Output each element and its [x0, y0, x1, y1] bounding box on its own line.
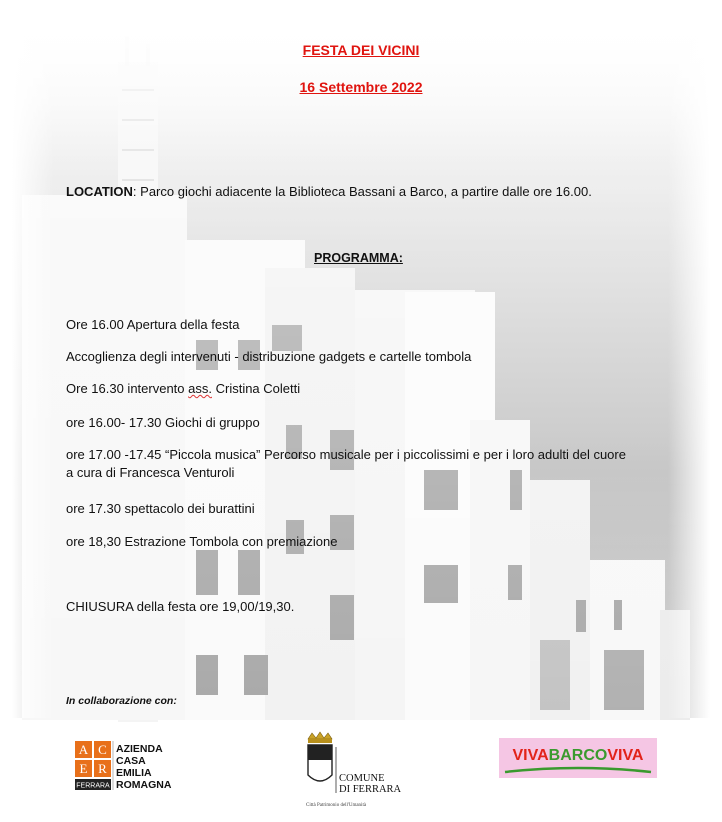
event-date: 16 Settembre 2022 — [299, 79, 423, 95]
programma-item — [66, 380, 666, 398]
acer-letter: R — [98, 761, 107, 776]
acer-line: AZIENDA — [116, 743, 163, 755]
programma-item: Accoglienza degli intervenuti - distribuzione gadgets e cartelle tombola — [66, 349, 472, 364]
programma-item-line: ore 17.00 -17.45 “Piccola musica” Percorso musicale per i piccolissimi e per i loro adulti del cuore — [66, 447, 626, 462]
spellcheck-word: ass. — [188, 381, 212, 396]
collaboration-label: In collaborazione con: — [66, 695, 177, 707]
acer-city: FERRARA — [76, 782, 110, 790]
viva-part: BARCO — [548, 747, 608, 764]
location-text: : Parco giochi adiacente la Biblioteca Bassani a Barco, a partire dalle ore 16.00. — [132, 184, 592, 199]
acer-letter: E — [79, 761, 88, 776]
closing-line: CHIUSURA della festa ore 19,00/19,30. — [66, 599, 295, 614]
acer-letter: C — [98, 742, 107, 757]
acer-line: EMILIA — [116, 767, 152, 779]
programma-item: Ore 16.00 Apertura della festa — [66, 317, 240, 332]
programma-heading: PROGRAMMA: — [314, 251, 403, 265]
location-line — [66, 184, 592, 199]
programma-item: ore 18,30 Estrazione Tombola con premiazione — [66, 534, 338, 549]
acer-logo — [75, 741, 180, 791]
viva-part: VIVA — [512, 747, 549, 764]
acer-letter: A — [78, 742, 89, 757]
event-title: FESTA DEI VICINI — [302, 42, 420, 58]
programma-item-line: a cura di Francesca Venturoli — [66, 465, 235, 480]
programma-item-part: Ore 16.30 intervento — [66, 381, 189, 396]
viva-part: VIVA — [607, 747, 644, 764]
programma-item-part: Cristina Coletti — [211, 381, 301, 396]
comune-line1: COMUNE — [339, 773, 385, 784]
viva-barco-viva-logo — [499, 738, 657, 778]
comune-line2: DI FERRARA — [339, 784, 402, 795]
programma-item — [66, 446, 666, 482]
programma-item: ore 16.00- 17.30 Giochi di gruppo — [66, 415, 260, 430]
programma-item: ore 17.30 spettacolo dei burattini — [66, 501, 255, 516]
viva-text — [513, 747, 644, 764]
comune-ferrara-logo — [302, 731, 402, 811]
acer-line: CASA — [116, 755, 146, 767]
shield-half — [308, 745, 332, 760]
location-label: LOCATION — [66, 184, 133, 199]
crown-icon — [308, 732, 332, 743]
comune-tagline: Città Patrimonio dell'Umanità — [306, 803, 367, 808]
acer-line: ROMAGNA — [116, 779, 172, 791]
